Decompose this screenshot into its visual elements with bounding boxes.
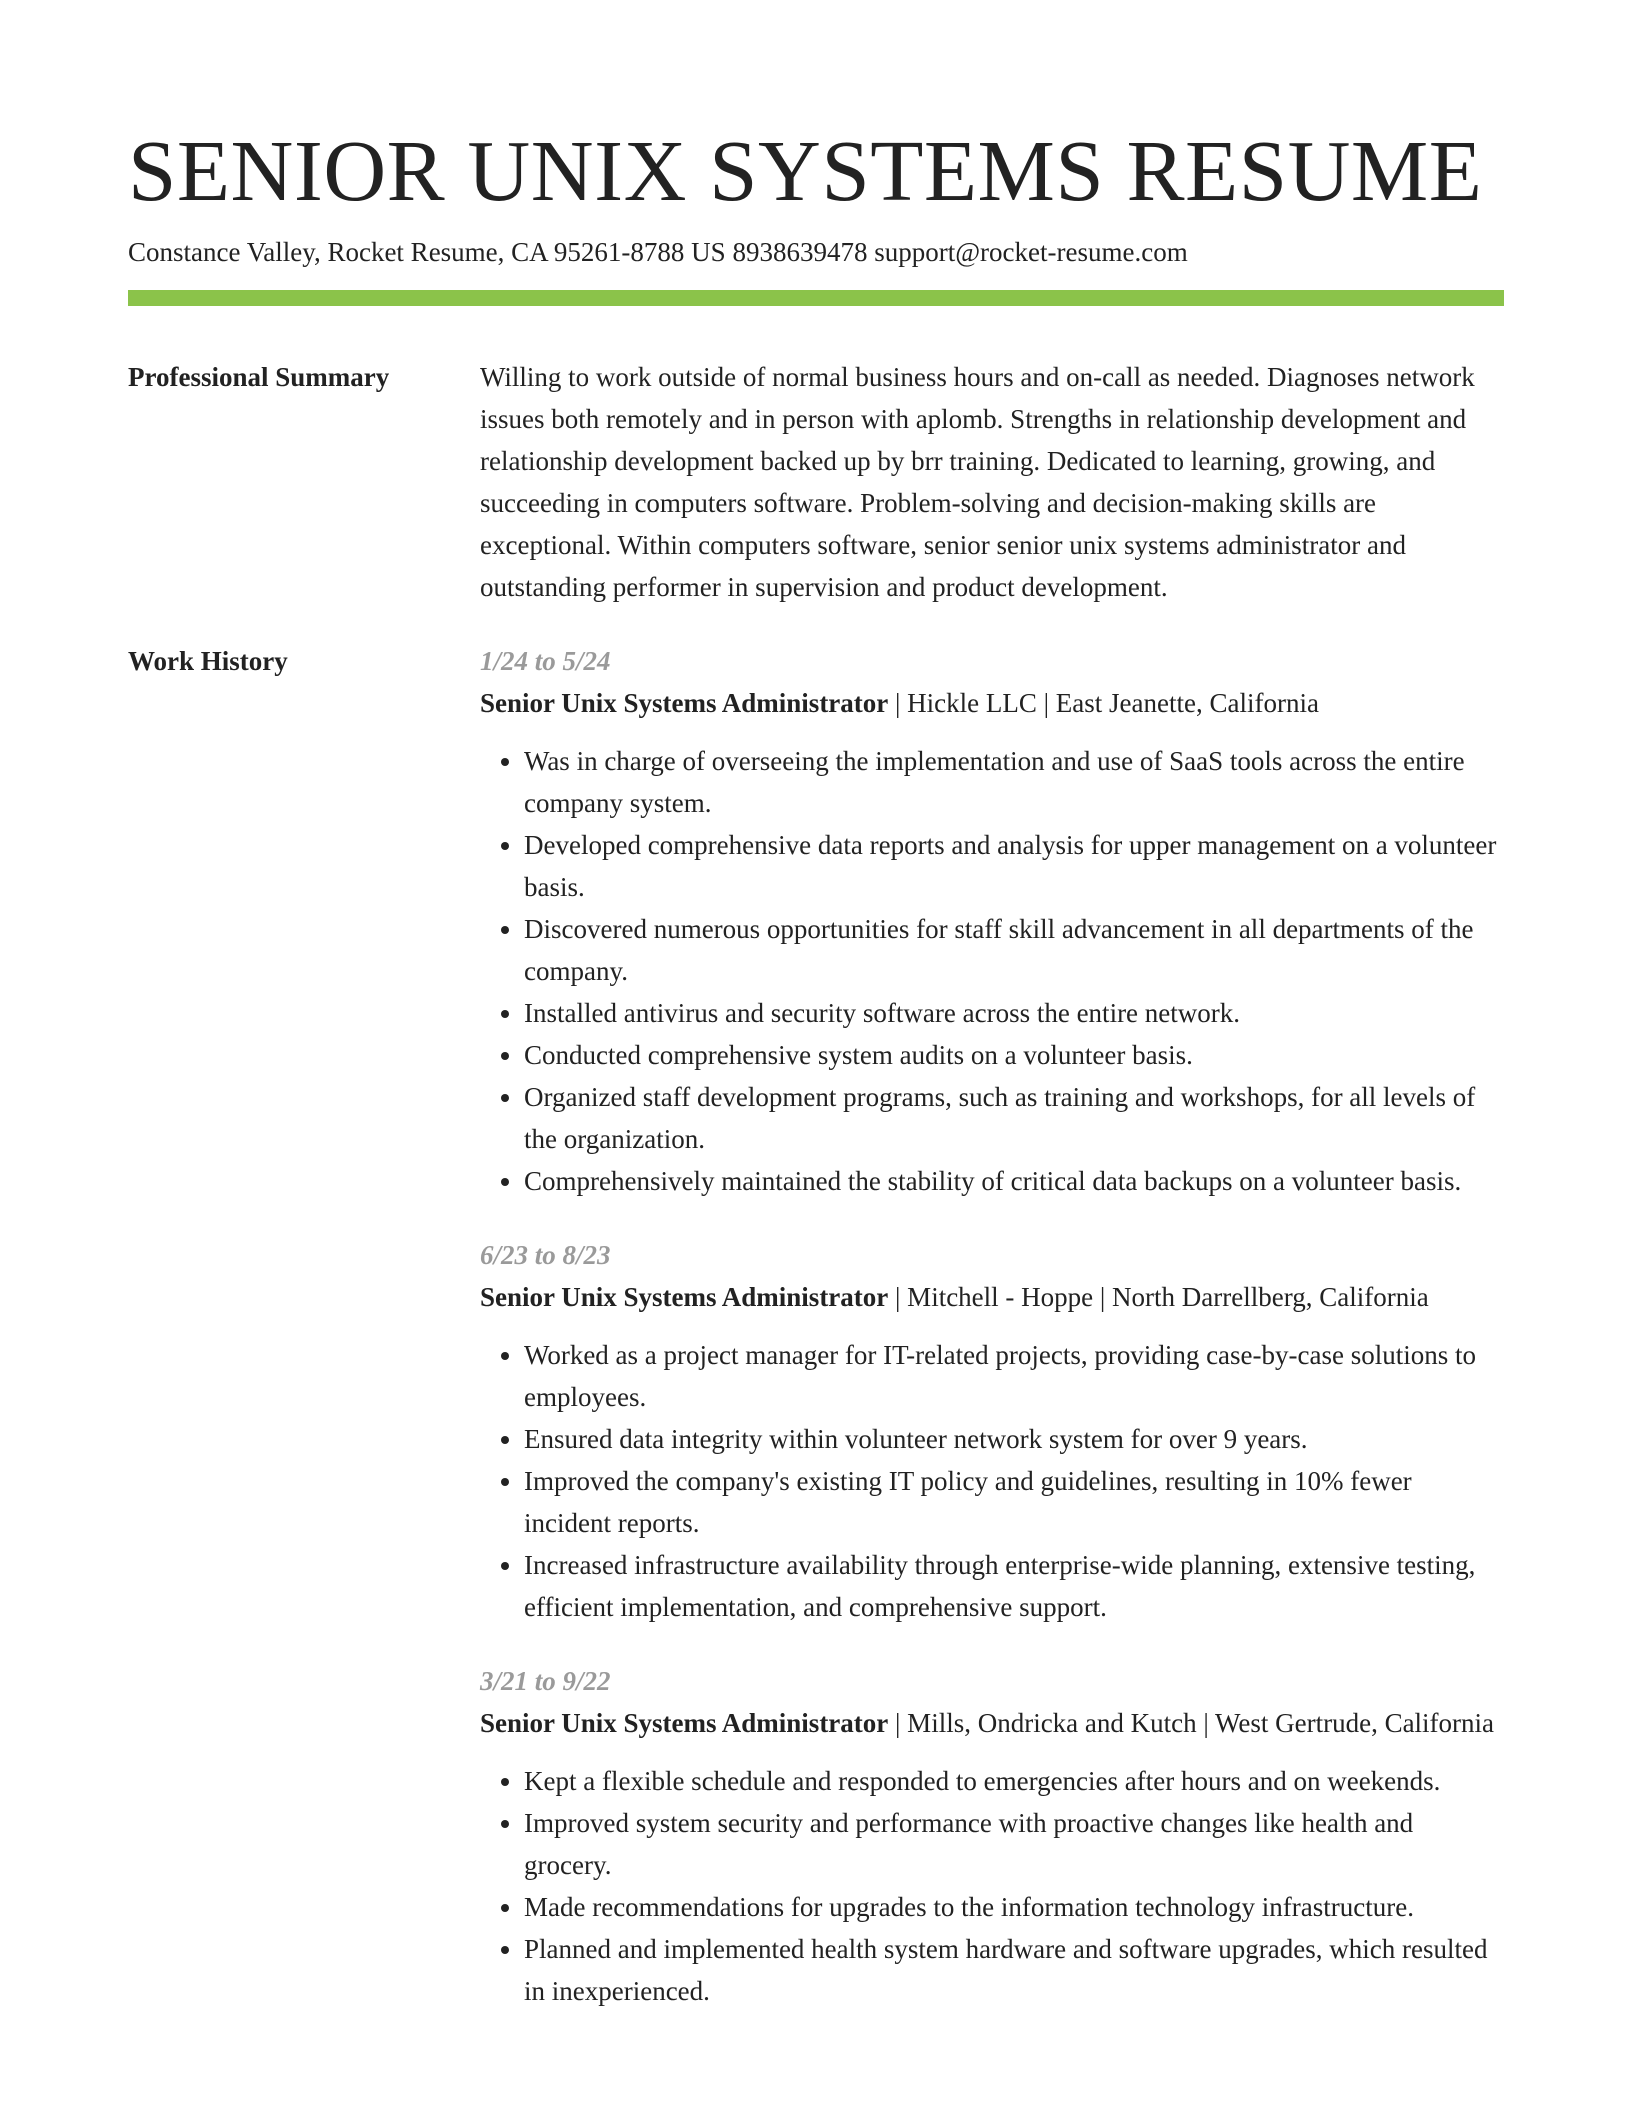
- job-title: Senior Unix Systems Administrator: [480, 1282, 889, 1312]
- job-bullet: • Installed antivirus and security software across the entire network.: [524, 992, 1504, 1034]
- job-entry: [480, 640, 1504, 1202]
- professional-summary-text: Willing to work outside of normal business hours and on-call as needed. Diagnoses network issues both remotely and in person with aplomb. Strengths in relationship development and relationship development backed up by brr training. Dedicated to learning, growing, and succeeding in computers software. Problem-solving and decision-making skills are exceptional. Within computers software, senior senior unix systems administrator and outstanding performer in supervision and product development.: [480, 362, 1475, 602]
- job-heading: [480, 682, 1504, 724]
- job-bullet: • Discovered numerous opportunities for staff skill advancement in all departments of the company.: [524, 908, 1504, 992]
- job-entry: [480, 1660, 1504, 2012]
- professional-summary-section: [128, 356, 1504, 608]
- job-bullet-list: [480, 1334, 1504, 1628]
- job-bullet: • Improved the company's existing IT policy and guidelines, resulting in 10% fewer incident reports.: [524, 1460, 1504, 1544]
- job-bullet: • Conducted comprehensive system audits on a volunteer basis.: [524, 1034, 1504, 1076]
- contact-line: Constance Valley, Rocket Resume, CA 95261-8788 US 8938639478 support@rocket-resume.com: [128, 237, 1188, 267]
- job-bullet: • Comprehensively maintained the stability of critical data backups on a volunteer basis.: [524, 1160, 1504, 1202]
- work-history-section: [128, 640, 1504, 2012]
- job-title: Senior Unix Systems Administrator: [480, 1708, 889, 1738]
- job-bullet: • Ensured data integrity within volunteer network system for over 9 years.: [524, 1418, 1504, 1460]
- job-bullet: • Developed comprehensive data reports and analysis for upper management on a volunteer basis.: [524, 824, 1504, 908]
- job-bullet: • Was in charge of overseeing the implementation and use of SaaS tools across the entire company system.: [524, 740, 1504, 824]
- job-dates: 6/23 to 8/23: [480, 1240, 611, 1270]
- job-bullet: • Worked as a project manager for IT-related projects, providing case-by-case solutions to employees.: [524, 1334, 1504, 1418]
- resume-page: [128, 0, 1504, 2012]
- job-bullet: • Kept a flexible schedule and responded to emergencies after hours and on weekends.: [524, 1760, 1504, 1802]
- work-history-entries: [480, 640, 1504, 2012]
- job-title: Senior Unix Systems Administrator: [480, 688, 889, 718]
- job-bullet: • Increased infrastructure availability through enterprise-wide planning, extensive testing, efficient implementation, and comprehensive support.: [524, 1544, 1504, 1628]
- job-heading: [480, 1276, 1504, 1318]
- job-bullet-list: [480, 1760, 1504, 2012]
- job-employer-location: | Mills, Ondricka and Kutch | West Gertrude, California: [888, 1708, 1495, 1738]
- job-entry: [480, 1234, 1504, 1628]
- section-label-professional-summary: Professional Summary: [128, 362, 390, 392]
- job-bullet-list: [480, 740, 1504, 1202]
- section-label-work-history: Work History: [128, 646, 288, 676]
- job-dates: 3/21 to 9/22: [480, 1666, 611, 1696]
- job-bullet: • Improved system security and performance with proactive changes like health and grocery.: [524, 1802, 1504, 1886]
- accent-divider: [128, 290, 1504, 306]
- resume-title: SENIOR UNIX SYSTEMS RESUME: [128, 122, 1483, 219]
- job-bullet: • Made recommendations for upgrades to the information technology infrastructure.: [524, 1886, 1504, 1928]
- job-employer-location: | Mitchell - Hoppe | North Darrellberg, California: [888, 1282, 1429, 1312]
- job-heading: [480, 1702, 1504, 1744]
- job-bullet: • Organized staff development programs, such as training and workshops, for all levels of the organization.: [524, 1076, 1504, 1160]
- job-employer-location: | Hickle LLC | East Jeanette, California: [888, 688, 1319, 718]
- job-bullet: • Planned and implemented health system hardware and software upgrades, which resulted in inexperienced.: [524, 1928, 1504, 2012]
- job-dates: 1/24 to 5/24: [480, 646, 611, 676]
